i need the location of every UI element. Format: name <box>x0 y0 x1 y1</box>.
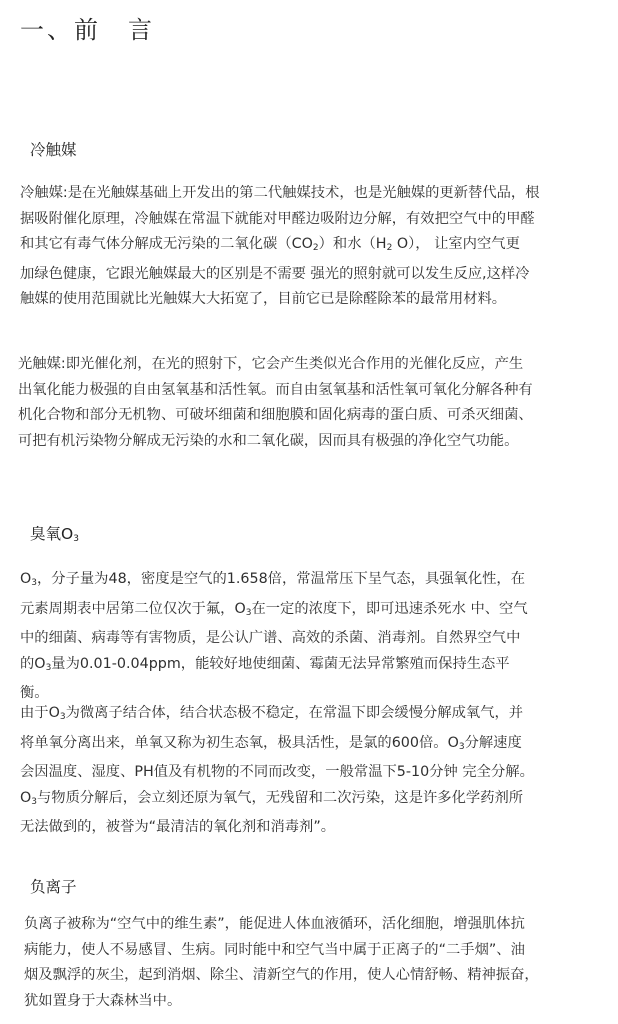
text-line <box>20 652 600 682</box>
text-line: 出氧化能力极强的自由氢氧基和活性氧。而自由氢氧基和活性氧可氧化分解各种有 <box>18 381 533 398</box>
subscript: 3 <box>31 796 37 807</box>
text-line: 机化合物和部分无机物、可破坏细菌和细胞膜和固化病毒的蛋白质、可杀灭细菌、 <box>18 407 533 423</box>
paragraph-ozone-decomposition <box>20 701 600 841</box>
text-line <box>20 786 600 816</box>
line-text: ）和水（H <box>318 236 387 252</box>
text-line: 光触媒:即光催化剂，在光的照射下，它会产生类似光合作用的光催化反应，产生 <box>18 356 524 372</box>
subscript: 2 <box>386 243 393 253</box>
subscript: 3 <box>31 578 37 588</box>
text-line: 衡。 <box>20 685 49 701</box>
subscript: 2 <box>312 243 319 253</box>
text-line: 据吸附催化原理，冷触媒在常温下就能对甲醛边吸附边分解，有效把空气中的甲醛 <box>20 210 535 227</box>
text-line: 会因温度、湿度、PH值及有机物的不同而改变，一般常温下5-10分钟 完全分解。 <box>20 764 534 780</box>
text-line: 病能力，使人不易感冒、生病。同时能中和空气当中属于正离子的“二手烟”、油 <box>24 941 525 958</box>
text-line: 可把有机污染物分解成无污染的水和二氧化碳，因而具有极强的净化空气功能。 <box>18 432 519 449</box>
subscript: 3 <box>73 534 79 544</box>
text-line: 负离子被称为“空气中的维生素”，能促进人体血液循环，活化细胞，增强肌体抗 <box>24 916 525 932</box>
section-title: 一、前 言 <box>20 16 155 44</box>
text-line: 冷触媒:是在光触媒基础上开发出的第二代触媒技术，也是光触媒的更新替代品，根 <box>20 185 540 201</box>
heading-text: 臭氧O <box>30 525 74 543</box>
paragraph-ozone-properties <box>20 567 600 707</box>
heading-negative-ion: 负离子 <box>30 878 77 896</box>
paragraph-negative-ion <box>24 912 600 1014</box>
line-text: 的O <box>20 655 46 672</box>
line-text: 元素周期表中居第二位仅次于氟，O <box>20 600 246 617</box>
paragraph-guang-chumei <box>18 352 602 454</box>
line-text: 为微离子结合体，结合状态极不稳定，在常温下即会缓慢分解成氧气，并 <box>65 705 524 721</box>
subscript: 3 <box>458 741 465 752</box>
text-line: 中的细菌、病毒等有害物质，是公认广谱、高效的杀菌、消毒剂。自然界空气中 <box>20 630 521 646</box>
text-line: 无法做到的，被誉为“最清洁的氧化剂和消毒剂”。 <box>20 819 336 835</box>
line-text: 和其它有毒气体分解成无污染的二氧化碳（CO <box>20 236 313 252</box>
heading-ozone <box>30 522 79 544</box>
paragraph-leng-chumei <box>20 181 600 313</box>
text-line <box>20 597 600 627</box>
text-line <box>20 701 600 731</box>
line-text: O <box>20 789 32 806</box>
text-line: 烟及飘浮的灰尘，起到消烟、除尘、清新空气的作用，使人心情舒畅、精神振奋， <box>24 967 539 983</box>
line-text: 由于O <box>20 705 60 721</box>
line-text: 分解速度 <box>464 734 522 751</box>
text-line <box>20 232 600 262</box>
text-line <box>20 731 600 761</box>
line-text: O <box>20 571 32 587</box>
line-text: O）， 让室内空气更 <box>392 236 520 252</box>
text-line: 犹如置身于大森林当中。 <box>24 992 182 1009</box>
line-text: 将单氧分离出来，单氧又称为初生态氧，极具活性，是氯的600倍。O <box>20 734 459 751</box>
line-text: 与物质分解后，会立刻还原为氧气，无残留和二次污染，这是许多化学药剂所 <box>37 789 524 806</box>
text-line <box>20 567 600 597</box>
line-text: 量为0.01-0.04ppm，能较好地使细菌、霉菌无法异常繁殖而保持生态平 <box>51 655 510 672</box>
text-line: 加绿色健康，它跟光触媒最大的区别是不需要 强光的照射就可以发生反应,这样冷 <box>20 265 530 282</box>
text-line: 触媒的使用范围就比光触媒大大拓宽了，目前它已是除醛除苯的最常用材料。 <box>20 291 507 307</box>
subscript: 3 <box>45 662 52 673</box>
subscript: 3 <box>59 712 66 722</box>
line-text: ，分子量为48，密度是空气的1.658倍，常温常压下呈气态，具强氧化性，在 <box>37 571 526 587</box>
subscript: 3 <box>245 607 252 618</box>
line-text: 在一定的浓度下，即可迅速杀死水 中、空气 <box>251 600 528 617</box>
heading-leng-chumei: 冷触媒 <box>30 141 77 159</box>
